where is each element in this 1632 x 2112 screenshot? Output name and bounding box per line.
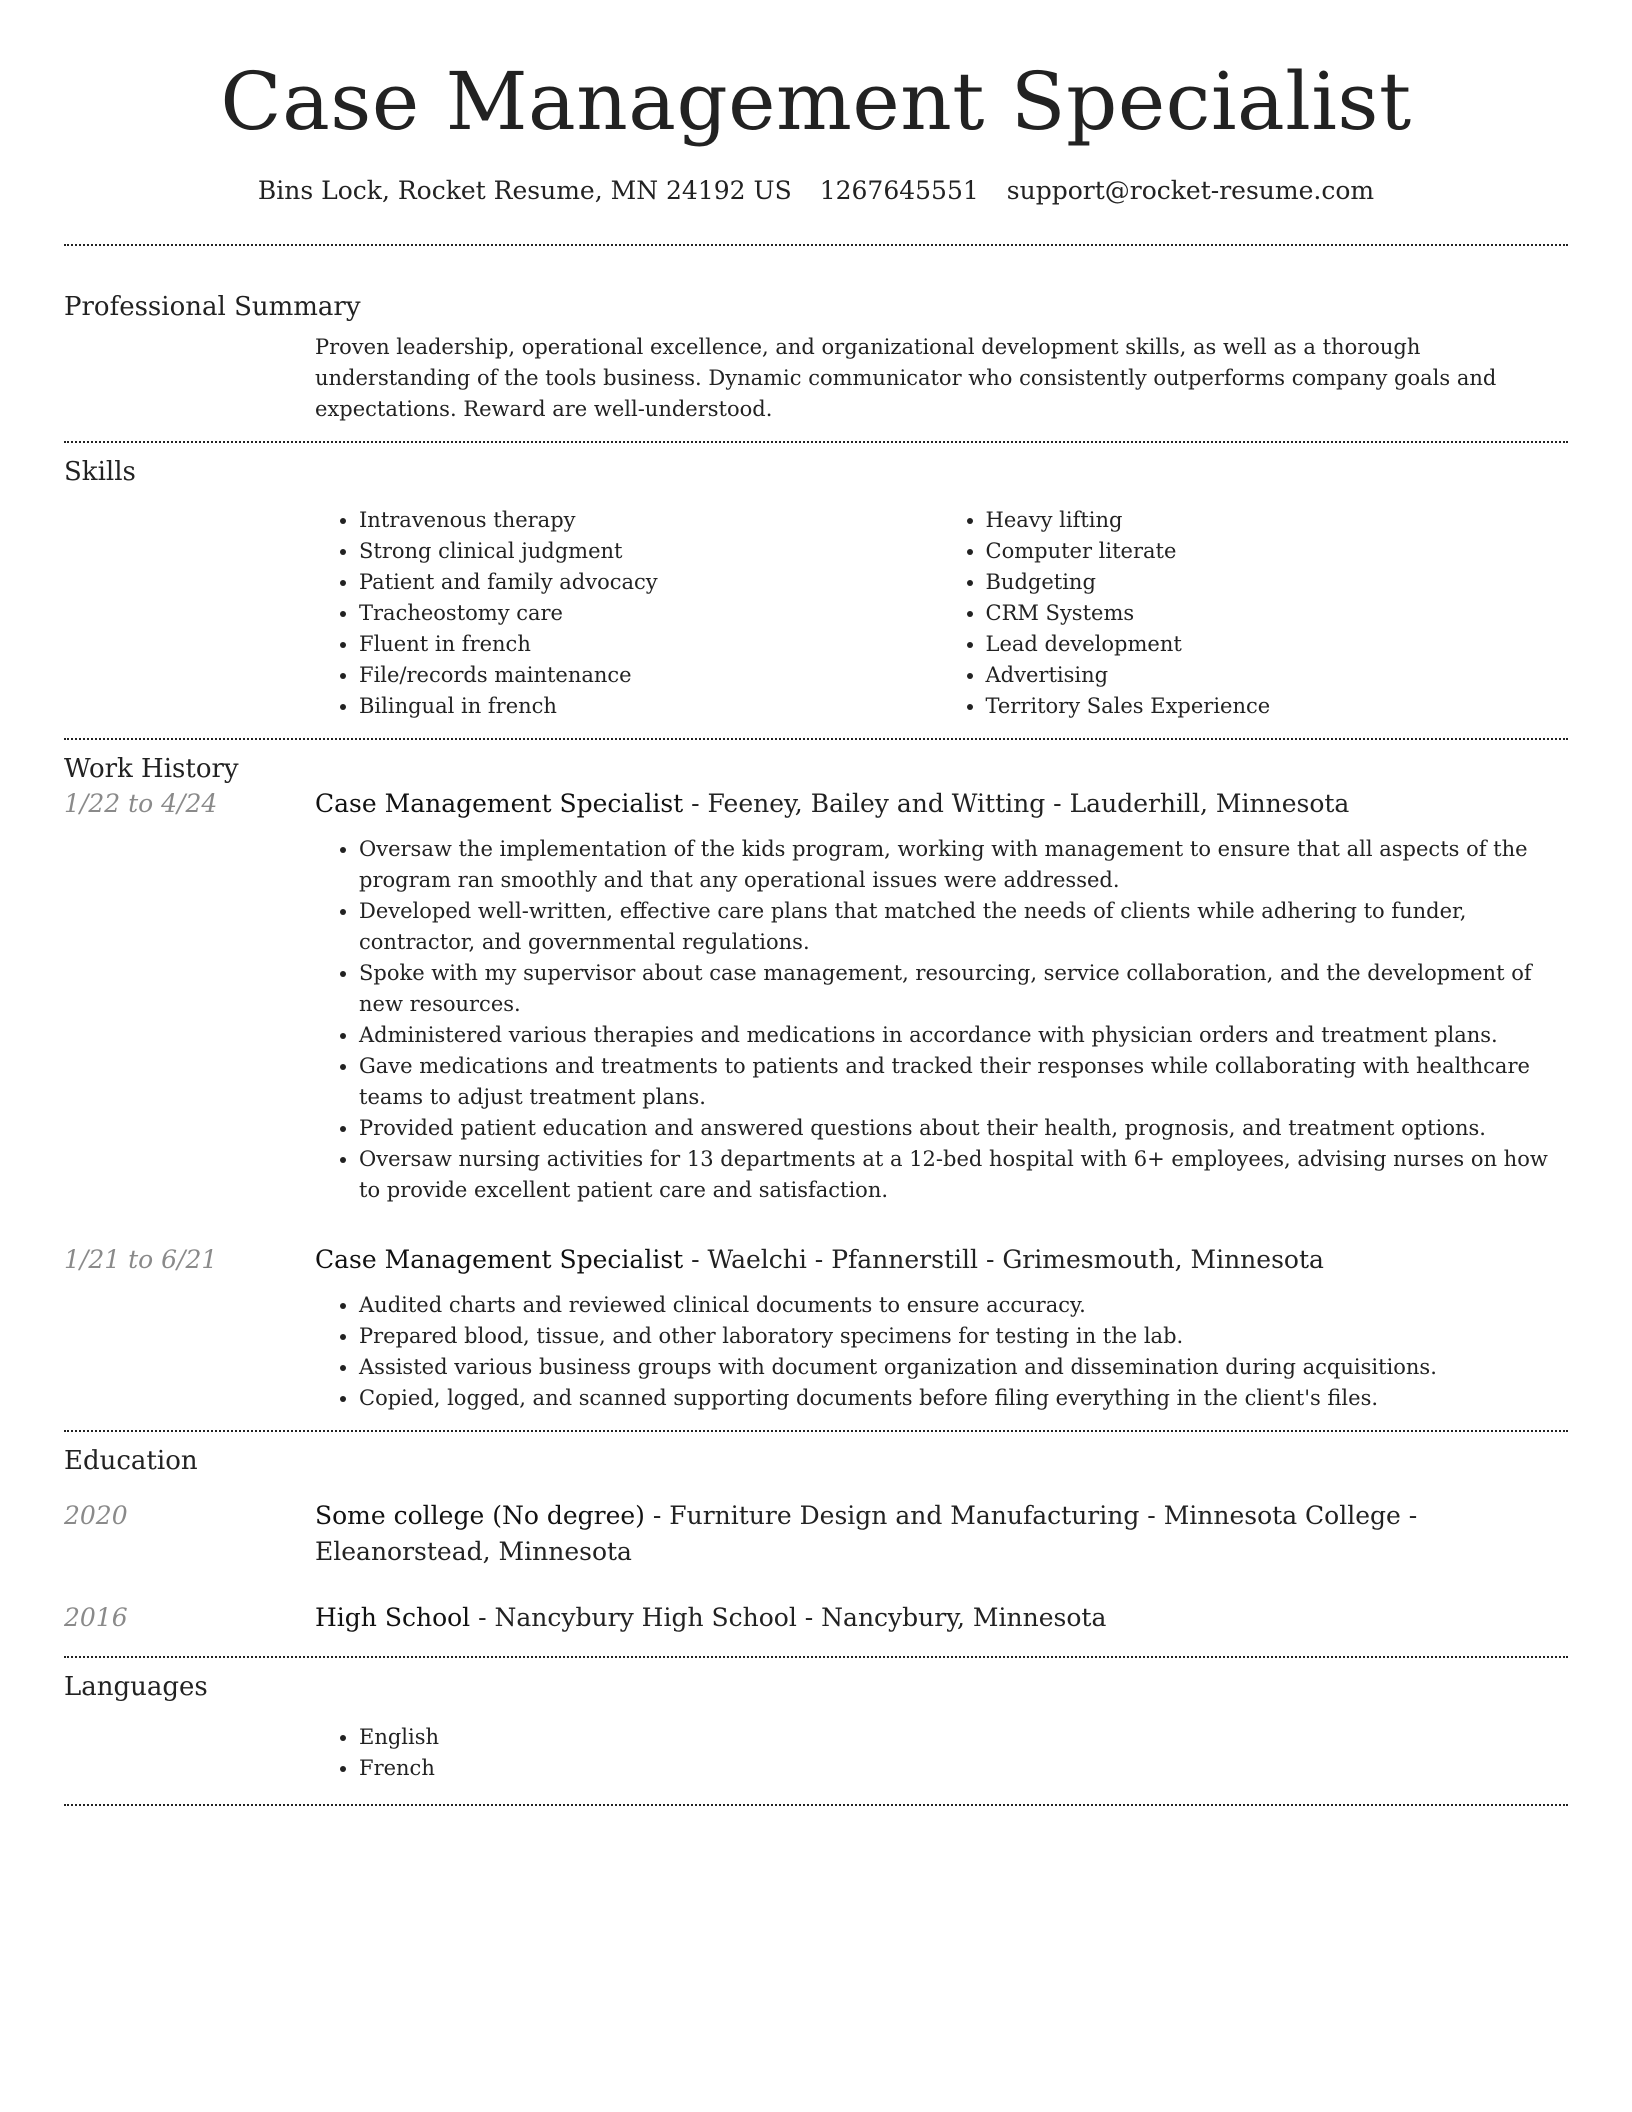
skill-item: • Territory Sales Experience (986, 691, 1569, 722)
job-employer: - Waelchi - Pfannerstill - Grimesmouth, Minnesota (683, 1245, 1324, 1274)
job-bullets (315, 834, 1568, 1206)
skill-item: • Computer literate (986, 536, 1569, 567)
education-body (315, 1600, 1568, 1636)
work-history-section (64, 740, 1568, 1430)
job-bullet: • Developed well-written, effective care plans that matched the needs of clients while adhering to funder, contractor, and governmental regulations. (359, 896, 1568, 958)
job-role: Case Management Specialist (315, 789, 684, 818)
contact-email: support@rocket-resume.com (1006, 176, 1375, 205)
job-bullet: • Spoke with my supervisor about case management, resourcing, service collaboration, and the development of new resources. (359, 958, 1568, 1020)
job-bullet: • Gave medications and treatments to patients and tracked their responses while collaborating with healthcare teams to adjust treatment plans. (359, 1051, 1568, 1113)
summary-text: Proven leadership, operational excellence, and organizational development skills, as well as a thorough understanding of the tools business. Dynamic communicator who consistently outperforms company goals and expectations. Reward are well-understood. (315, 335, 1497, 421)
languages-list (315, 1722, 1568, 1784)
education-body (315, 1498, 1568, 1570)
languages-section (64, 1658, 1568, 1804)
education-year: 2020 (64, 1501, 128, 1530)
contact-line (64, 174, 1568, 208)
languages-heading: Languages (64, 1672, 208, 1702)
contact-phone: 1267645551 (819, 176, 979, 205)
job-entry (64, 786, 1568, 1206)
skill-item: • Intravenous therapy (359, 505, 942, 536)
job-bullet: • Oversaw nursing activities for 13 departments at a 12-bed hospital with 6+ employees, advising nurses on how to provide excellent patient care and satisfaction. (359, 1144, 1568, 1206)
education-school: - Nancybury High School - Nancybury, Minnesota (470, 1603, 1107, 1632)
education-section (64, 1432, 1568, 1656)
resume-page (64, 0, 1568, 1806)
education-entry (64, 1498, 1568, 1570)
skill-item: • Heavy lifting (986, 505, 1569, 536)
skill-item: • File/records maintenance (359, 660, 942, 691)
summary-section (64, 246, 1568, 441)
job-bullets (315, 1290, 1568, 1414)
job-dates: 1/21 to 6/21 (64, 1245, 218, 1274)
skills-heading: Skills (64, 457, 136, 487)
job-bullet: • Assisted various business groups with document organization and dissemination during acquisitions. (359, 1352, 1568, 1383)
job-bullet: • Provided patient education and answered questions about their health, prognosis, and treatment options. (359, 1113, 1568, 1144)
section-spacer (64, 1784, 1568, 1804)
job-role: Case Management Specialist (315, 1245, 684, 1274)
education-title (315, 1498, 1568, 1570)
section-divider (64, 1804, 1568, 1806)
language-item: • English (359, 1722, 1568, 1753)
skill-item: • Lead development (986, 629, 1569, 660)
skill-item: • Patient and family advocacy (359, 567, 942, 598)
job-bullet: • Administered various therapies and medications in accordance with physician orders and treatment plans. (359, 1020, 1568, 1051)
skills-section (64, 443, 1568, 738)
job-bullet: • Audited charts and reviewed clinical documents to ensure accuracy. (359, 1290, 1568, 1321)
job-employer: - Feeney, Bailey and Witting - Lauderhill, Minnesota (683, 789, 1350, 818)
skills-list-left (315, 505, 942, 722)
education-year: 2016 (64, 1603, 128, 1632)
skill-item: • Advertising (986, 660, 1569, 691)
education-degree: Some college (No degree) (315, 1501, 645, 1530)
job-entry (64, 1242, 1568, 1414)
job-bullet: • Oversaw the implementation of the kids program, working with management to ensure that all aspects of the program ran smoothly and that any operational issues were addressed. (359, 834, 1568, 896)
skills-list-right (942, 505, 1569, 722)
education-heading: Education (64, 1446, 198, 1476)
language-item: • French (359, 1753, 1568, 1784)
contact-address: Bins Lock, Rocket Resume, MN 24192 US (257, 176, 792, 205)
job-title (315, 1242, 1568, 1278)
skill-item: • Bilingual in french (359, 691, 942, 722)
work-history-heading: Work History (64, 754, 239, 784)
section-spacer (64, 1636, 1568, 1656)
skill-item: • CRM Systems (986, 598, 1569, 629)
skill-item: • Budgeting (986, 567, 1569, 598)
job-title (315, 786, 1568, 822)
job-body (315, 1242, 1568, 1414)
education-degree: High School (315, 1603, 471, 1632)
skill-item: • Fluent in french (359, 629, 942, 660)
education-title (315, 1600, 1568, 1636)
skill-item: • Tracheostomy care (359, 598, 942, 629)
job-bullet: • Prepared blood, tissue, and other laboratory specimens for testing in the lab. (359, 1321, 1568, 1352)
education-school: - Furniture Design and Manufacturing - Minnesota College - Eleanorstead, Minnesota (315, 1501, 1418, 1566)
skill-item: • Strong clinical judgment (359, 536, 942, 567)
resume-name: Case Management Specialist (220, 55, 1412, 148)
job-bullet: • Copied, logged, and scanned supporting documents before filing everything in the client's files. (359, 1383, 1568, 1414)
summary-heading: Professional Summary (64, 292, 361, 322)
skills-columns (315, 505, 1568, 738)
education-entry (64, 1600, 1568, 1636)
languages-content (315, 1722, 1568, 1784)
job-dates: 1/22 to 4/24 (64, 789, 218, 818)
job-body (315, 786, 1568, 1206)
section-spacer (64, 1414, 1568, 1430)
